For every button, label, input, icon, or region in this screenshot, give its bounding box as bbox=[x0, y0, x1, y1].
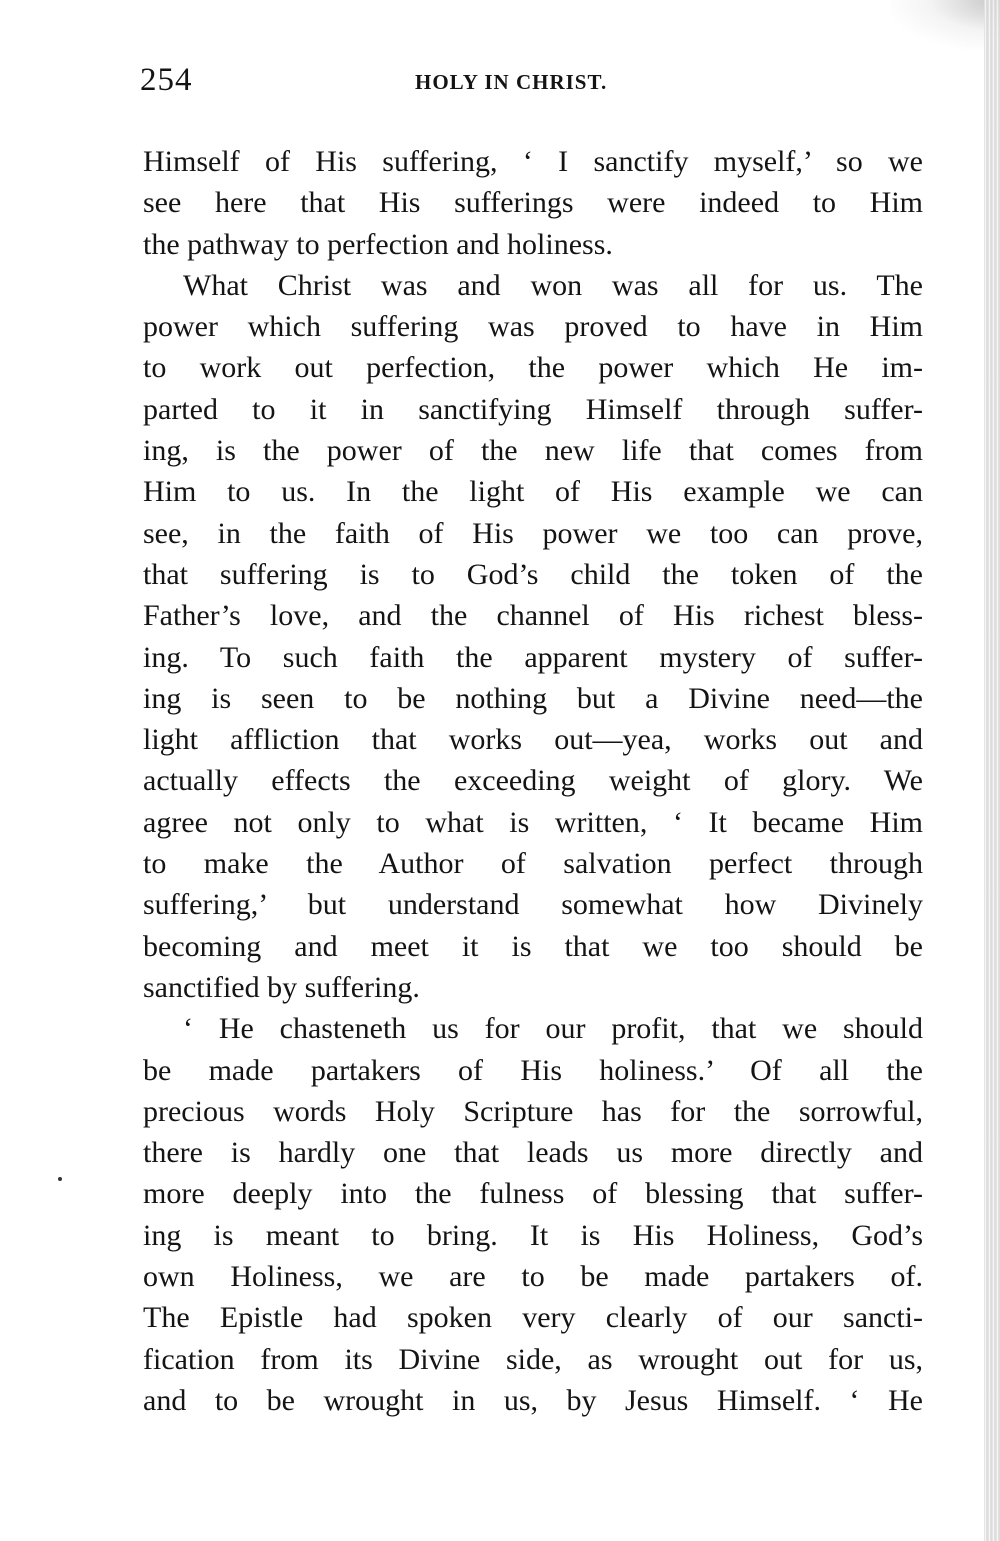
text-line: Him to us. In the light of His example we can bbox=[143, 475, 923, 509]
text-line: The Epistle had spoken very clearly of our sancti- bbox=[143, 1301, 923, 1335]
text-line: ing is meant to bring. It is His Holiness, God’s bbox=[143, 1218, 923, 1252]
text-line: sanctified by suffering. bbox=[143, 970, 420, 1004]
text-line: to work out perfection, the power which He im- bbox=[143, 351, 923, 385]
page-header bbox=[140, 62, 940, 106]
text-line: becoming and meet it is that we too should be bbox=[143, 929, 923, 963]
text-line: be made partakers of His holiness.’ Of all the bbox=[143, 1053, 923, 1087]
text-line: that suffering is to God’s child the token of the bbox=[143, 557, 923, 591]
text-line: What Christ was and won was all for us. The bbox=[183, 268, 923, 302]
text-line: fication from its Divine side, as wrought out for us, bbox=[143, 1342, 923, 1376]
text-line: to make the Author of salvation perfect through bbox=[143, 847, 923, 881]
page-edge bbox=[984, 0, 1000, 1541]
text-line: Himself of His suffering, ‘ I sanctify myself,’ so we bbox=[143, 145, 923, 178]
text-line: ing. To such faith the apparent mystery of suffer- bbox=[143, 640, 923, 674]
body-text bbox=[143, 141, 923, 1421]
text-line: and to be wrought in us, by Jesus Himself. ‘ He bbox=[143, 1383, 923, 1417]
text-line: own Holiness, we are to be made partakers of. bbox=[143, 1260, 923, 1294]
text-line: power which suffering was proved to have in Him bbox=[143, 310, 923, 344]
text-line: see here that His sufferings were indeed to Him bbox=[143, 186, 923, 220]
text-line: Father’s love, and the channel of His richest bless- bbox=[143, 599, 923, 633]
margin-ink-speck bbox=[58, 1177, 62, 1181]
text-line: see, in the faith of His power we too can prove, bbox=[143, 516, 923, 550]
text-line: the pathway to perfection and holiness. bbox=[143, 227, 613, 261]
text-line: parted to it in sanctifying Himself through suffer- bbox=[143, 392, 923, 426]
text-line: ‘ He chasteneth us for our profit, that we should bbox=[183, 1012, 923, 1046]
page-number: 254 bbox=[140, 62, 193, 98]
text-line: more deeply into the fulness of blessing that suffer- bbox=[143, 1177, 923, 1211]
text-line: light affliction that works out—yea, works out and bbox=[143, 723, 923, 757]
text-line: agree not only to what is written, ‘ It became Him bbox=[143, 805, 923, 839]
text-line: suffering,’ but understand somewhat how Divinely bbox=[143, 888, 923, 922]
running-title: HOLY IN CHRIST. bbox=[415, 70, 608, 94]
text-line: ing is seen to be nothing but a Divine need—the bbox=[143, 681, 923, 715]
text-line: there is hardly one that leads us more directly and bbox=[143, 1136, 923, 1170]
text-line: actually effects the exceeding weight of glory. We bbox=[143, 764, 923, 798]
text-line: precious words Holy Scripture has for the sorrowful, bbox=[143, 1094, 923, 1128]
text-line: ing, is the power of the new life that comes from bbox=[143, 434, 923, 468]
